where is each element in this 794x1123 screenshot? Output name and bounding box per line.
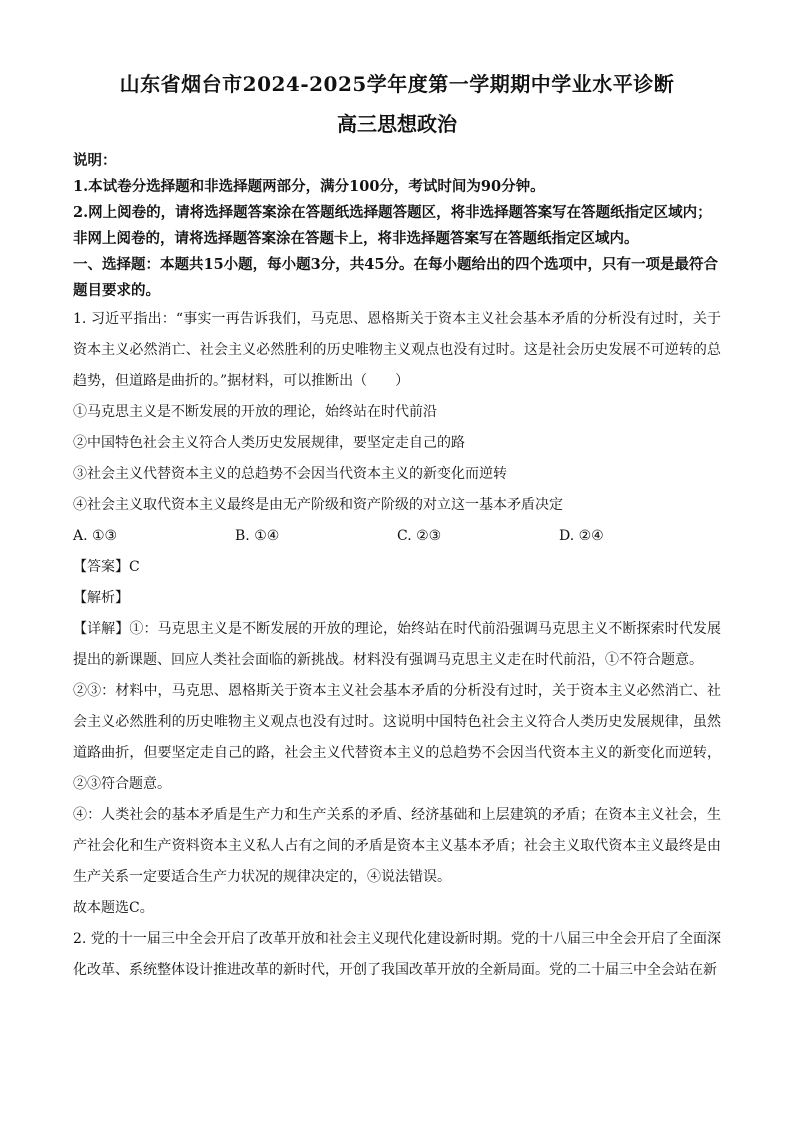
analysis-conclusion: 故本题选C。 xyxy=(73,900,154,916)
question-stem: 2. 党的十一届三中全会开启了改革开放和社会主义现代化建设新时期。党的十八届三中全会开启了全面深化改革、系统整体设计推进改革的新时代，开创了我国改革开放的全新局面。党的二十届三中全会站在新 xyxy=(73,931,721,978)
page-title: 山东省烟台市2024-2025学年度第一学期期中学业水平诊断 xyxy=(119,72,675,96)
statement: ④社会主义取代资本主义最终是由无产阶级和资产阶级的对立这一基本矛盾决定 xyxy=(73,497,563,513)
statement: ③社会主义代替资本主义的总趋势不会因当代资本主义的新变化而逆转 xyxy=(73,466,507,482)
statement: ②中国特色社会主义符合人类历史发展规律，要坚定走自己的路 xyxy=(73,435,465,451)
option-a: A. ①③ xyxy=(73,528,118,544)
question-2 xyxy=(73,924,721,986)
option-d: D. ②④ xyxy=(559,528,604,544)
answer-options xyxy=(73,521,721,552)
analysis-label: 【解析】 xyxy=(73,590,129,606)
section-heading: 一、选择题：本题共15小题，每小题3分，共45分。在每小题给出的四个选项中，只有一项是最符合题目要求的。 xyxy=(73,256,718,299)
analysis-paragraph: ④：人类社会的基本矛盾是生产力和生产关系的矛盾、经济基础和上层建筑的矛盾；在资本主义社会，生产社会化和生产资料资本主义私人占有之间的矛盾是资本主义基本矛盾；社会主义取代资本主义最终是由生产关系一定要适合生产力状况的规律决定的，④说法错误。 xyxy=(73,807,721,885)
statement: ①马克思主义是不断发展的开放的理论，始终站在时代前沿 xyxy=(73,404,437,420)
exam-page xyxy=(73,68,721,986)
page-subtitle: 高三思想政治 xyxy=(337,112,457,136)
instruction-item: 2.网上阅卷的，请将选择题答案涂在答题纸选择题答题区，将非选择题答案写在答题纸指定区域内；非网上阅卷的，请将选择题答案涂在答题卡上，将非选择题答案写在答题纸指定区域内。 xyxy=(73,204,712,247)
instructions-block xyxy=(73,148,721,252)
question-1 xyxy=(73,304,721,924)
instruction-item: 1.本试卷分选择题和非选择题两部分，满分100分，考试时间为90分钟。 xyxy=(73,178,545,195)
analysis-paragraph: 【详解】①：马克思主义是不断发展的开放的理论，始终站在时代前沿强调马克思主义不断探索时代发展提出的新课题、回应人类社会面临的新挑战。材料没有强调马克思主义走在时代前沿，①不符合题意。 xyxy=(73,621,721,668)
option-b: B. ①④ xyxy=(235,528,280,544)
option-c: C. ②③ xyxy=(397,528,442,544)
answer-label: 【答案】C xyxy=(73,559,140,575)
analysis-paragraph: ②③：材料中，马克思、恩格斯关于资本主义社会基本矛盾的分析没有过时，关于资本主义必然消亡、社会主义必然胜利的历史唯物主义观点也没有过时。这说明中国特色社会主义符合人类历史发展规律，虽然道路曲折，但要坚定走自己的路，社会主义代替资本主义的总趋势不会因当代资本主义的新变化而逆转，②③符合题意。 xyxy=(73,683,721,792)
question-stem: 1. 习近平指出：“事实一再告诉我们，马克思、恩格斯关于资本主义社会基本矛盾的分析没有过时，关于资本主义必然消亡、社会主义必然胜利的历史唯物主义观点也没有过时。这是社会历史发展不可逆转的总趋势，但道路是曲折的。”据材料，可以推断出（ ） xyxy=(73,311,721,389)
instructions-label: 说明： xyxy=(73,152,117,169)
